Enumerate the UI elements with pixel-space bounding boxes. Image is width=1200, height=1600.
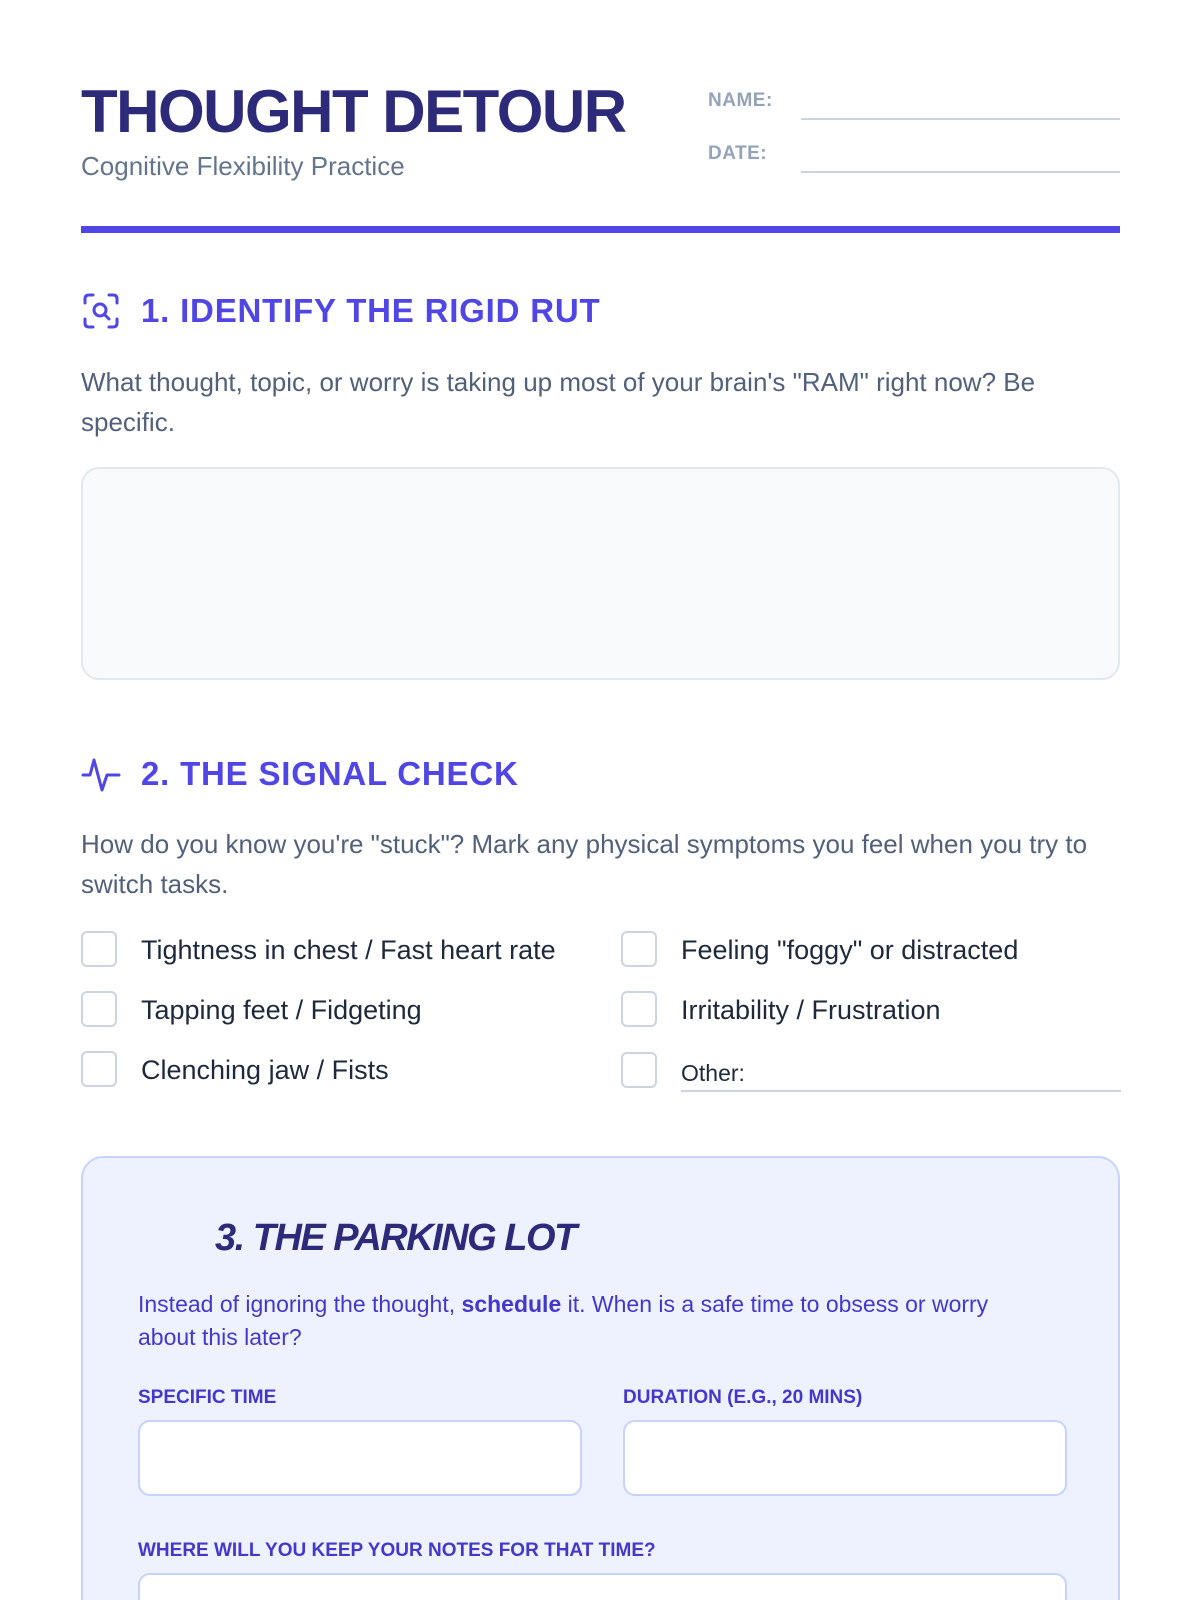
notes-location-input[interactable] (138, 1573, 1067, 1600)
other-label: Other: (681, 1060, 745, 1086)
worksheet-header (81, 0, 1120, 234)
symptom-label: Tightness in chest / Fast heart rate (141, 935, 556, 965)
symptom-label: Feeling "foggy" or distracted (681, 935, 1019, 965)
symptom-label: Clenching jaw / Fists (141, 1055, 389, 1085)
header-divider (81, 226, 1120, 233)
section-signal-check (81, 752, 1120, 796)
focus-search-icon (81, 291, 121, 331)
specific-time-input[interactable] (138, 1420, 582, 1496)
symptom-option[interactable] (621, 931, 1120, 971)
checkbox[interactable] (621, 931, 657, 967)
section-1-prompt: What thought, topic, or worry is taking up most of your brain's "RAM" right now? Be specific. (81, 367, 1036, 437)
date-label: DATE: (708, 143, 768, 164)
checkbox[interactable] (81, 1051, 117, 1087)
worksheet-page (81, 0, 1120, 1600)
parking-lot-card (81, 1156, 1120, 1600)
date-field (708, 139, 1120, 173)
name-input-line[interactable] (801, 90, 1120, 120)
symptom-option[interactable] (81, 1051, 601, 1091)
duration-input[interactable] (623, 1420, 1067, 1496)
other-input-line[interactable] (681, 1090, 1121, 1092)
section-identify-rut (81, 289, 1120, 333)
symptom-label: Irritability / Frustration (681, 995, 941, 1025)
symptom-option[interactable] (621, 991, 1120, 1031)
page-subtitle: Cognitive Flexibility Practice (81, 151, 405, 181)
notes-location-label: WHERE WILL YOU KEEP YOUR NOTES FOR THAT TIME? (138, 1540, 656, 1561)
name-label: NAME: (708, 90, 773, 111)
pulse-icon (81, 754, 121, 794)
section-3-title: 3. THE PARKING LOT (215, 1217, 576, 1259)
duration-label: DURATION (E.G., 20 MINS) (623, 1387, 863, 1408)
specific-time-label: SPECIFIC TIME (138, 1387, 277, 1408)
date-input-line[interactable] (801, 143, 1120, 173)
section-1-title: 1. IDENTIFY THE RIGID RUT (141, 292, 601, 329)
checkbox[interactable] (621, 991, 657, 1027)
prompt-emphasis: schedule (461, 1291, 562, 1317)
symptom-option-other[interactable] (621, 1052, 1120, 1092)
rigid-rut-textarea[interactable] (81, 467, 1120, 680)
symptom-option[interactable] (81, 991, 601, 1031)
section-3-prompt (138, 1288, 1038, 1354)
section-2-title: 2. THE SIGNAL CHECK (141, 755, 519, 792)
name-field (708, 86, 1120, 120)
checkbox[interactable] (81, 931, 117, 967)
symptom-option[interactable] (81, 931, 601, 971)
checkbox[interactable] (621, 1052, 657, 1088)
checkbox[interactable] (81, 991, 117, 1027)
page-title: THOUGHT DETOUR (81, 78, 626, 145)
section-2-prompt: How do you know you're "stuck"? Mark any physical symptoms you feel when you try to switch tasks. (81, 829, 1088, 899)
prompt-text-start: Instead of ignoring the thought, (138, 1291, 462, 1317)
prompt-text-end: it. When is a safe time to obsess or worry about this later? (138, 1291, 989, 1350)
symptom-label: Tapping feet / Fidgeting (141, 995, 422, 1025)
